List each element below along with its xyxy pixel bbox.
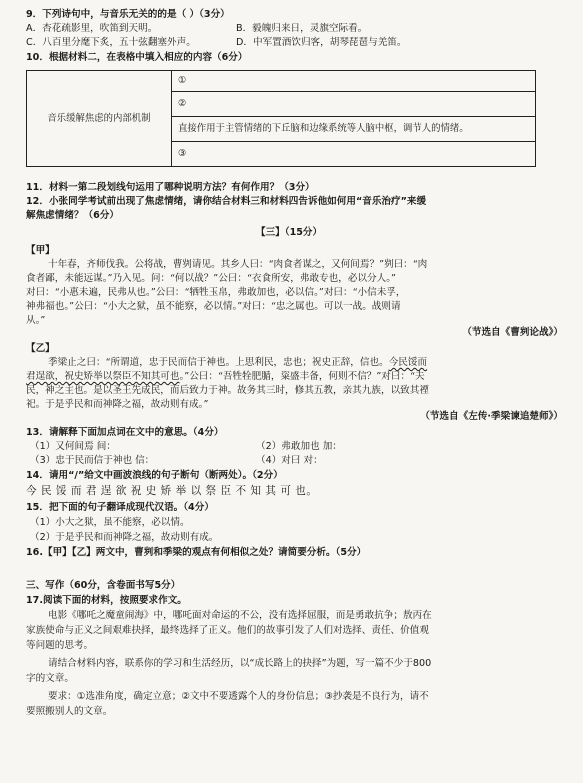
q13-stem: 13．请解释下面加点词在文中的意思。（4分）: [26, 427, 224, 438]
q15-item-1: （1）小大之狱，虽不能察，必以情。: [30, 517, 190, 528]
q10-cell-4[interactable]: ③: [172, 142, 536, 167]
q14-sentence: 今 民 馁 而 君 逞 欲 祝 史 矫 举 以 祭 臣 不 知 其 可 也。: [26, 485, 318, 497]
yi-line: 季梁止之曰：“所谓道，忠于民而信于神也。上思利民，忠也；祝史正辞，信也。今民馁而: [48, 357, 428, 368]
wavy-underlined-sentence: 今民馁而: [388, 357, 428, 368]
wavy-underlined-sentence: 君逞欲，祝史矫举以祭臣不知其可也: [26, 371, 180, 382]
jia-label: 【甲】: [26, 245, 55, 256]
q17-prompt-line: 请结合材料内容，联系你的学习和生活经历，以“成长路上的抉择”为题，写一篇不少于800: [48, 658, 432, 669]
q15-item-2: （2）于是乎民和而神降之福，故动则有成。: [30, 532, 219, 543]
q17-require-line: 要求：①选准角度，确定立意；②文中不要透露个人的身份信息；③抄袭是不良行为，请不: [48, 691, 429, 702]
q9-option-d: D．中军置酒饮归客，胡琴琵琶与羌笛。: [236, 37, 407, 48]
jia-line: 食者鄙，未能远谋。”乃入见。问：“何以战？”公曰：“衣食所安，弗敢专也，必以分人。”: [26, 273, 396, 284]
q10-table: [26, 70, 536, 167]
q14-stem: 14．请用“/”给文中画波浪线的句子断句（断两处）。（2分）: [26, 470, 283, 481]
q10-cell-3: 直接作用于主管情绪的下丘脑和边缘系统等人脑中枢，调节人的情绪。: [172, 117, 536, 142]
q12-line2: 解焦虑情绪？（6分）: [26, 210, 120, 221]
jia-line: 从。”: [26, 315, 46, 326]
q10-row-header: 音乐缓解焦虑的内部机制: [27, 71, 172, 167]
yi-line-wavy: 君逞欲，祝史矫举以祭臣不知其可也。”公曰：“吾牲牷肥腯，粢盛丰备，何则不信？”对曰：“夫: [26, 371, 425, 382]
q17-stem: 17.阅读下面的材料，按照要求作文。: [26, 595, 187, 606]
q10-cell-2[interactable]: ②: [172, 92, 536, 117]
q17-require-line: 要照搬别人的文章。: [26, 706, 113, 717]
q9-option-c: C．八百里分麾下炙，五十弦翻塞外声。: [26, 37, 196, 48]
jia-line: 十年春，齐师伐我。公将战，曹刿请见。其乡人曰：“肉食者谋之，又何间焉？”刿曰：“肉: [48, 259, 428, 270]
writing-heading: 三、写作（60分，含卷面书写5分）: [26, 580, 181, 591]
jia-source: （节选自《曹刿论战》）: [462, 327, 563, 338]
yi-source: （节选自《左传·季梁谏追楚师》）: [420, 411, 563, 422]
q9-options-row2: [26, 36, 406, 50]
q12-line1: 12．小张同学考试前出现了焦虑情绪，请你结合材料三和材料四告诉他如何用“音乐治疗”来缓: [26, 196, 427, 207]
q10-cell-1[interactable]: ①: [172, 71, 536, 92]
q17-material-line: 家族使命与正义之间艰难抉择，最终选择了正义。他们的故事引发了人们对选择、责任、价值观: [26, 625, 429, 636]
q17-material-line: 电影《哪吒之魔童闹海》中，哪吒面对命运的不公，没有选择屈服，而是勇敢抗争；敖丙在: [48, 610, 432, 621]
yi-line: 民，神之主也。是以圣王先成民，而后致力于神。故务其三时，修其五教，亲其九族，以致其禋: [26, 385, 429, 396]
q9-options-row1: [26, 22, 367, 36]
jia-line: 对曰：“小惠未遍，民弗从也。”公曰：“牺牲玉帛，弗敢加也，必以信。”对曰：“小信未孚，: [26, 287, 406, 298]
q11-stem: 11．材料一第二段划线句运用了哪种说明方法？有何作用？（3分）: [26, 182, 315, 193]
q17-material-line: 等问题的思考。: [26, 640, 94, 651]
q10-stem: 10．根据材料二，在表格中填入相应的内容（6分）: [26, 52, 248, 63]
jia-line: 神弗福也。”公曰：“小大之狱，虽不能察，必以情。”对曰：“忠之属也。可以一战。战则请: [26, 301, 401, 312]
q9-option-b: B．毅魄归来日，灵旗空际看。: [236, 23, 368, 34]
q13-item-3: （3）忠于民而信于神也 信：: [30, 455, 155, 466]
q15-stem: 15．把下面的句子翻译成现代汉语。（4分）: [26, 502, 214, 513]
section-3-heading: 【三】（15分）: [256, 227, 323, 238]
q13-item-2: （2）弗敢加也 加：: [256, 441, 342, 452]
q9-option-a: A．杏花疏影里，吹笛到天明。: [26, 23, 158, 34]
yi-label: 【乙】: [26, 343, 55, 354]
q16-stem: 16.【甲】【乙】两文中，曹刿和季梁的观点有何相似之处？请简要分析。（5分）: [26, 547, 367, 558]
yi-line: 祀。于是乎民和而神降之福，故动则有成。”: [26, 399, 209, 410]
q13-item-4: （4）对曰 对：: [256, 455, 323, 466]
q13-item-1: （1）又何间焉 间：: [30, 441, 116, 452]
q9-stem: 9．下列诗句中，与音乐无关的的是（ ）（3分）: [26, 9, 230, 20]
q17-prompt-line: 字的文章。: [26, 673, 74, 684]
